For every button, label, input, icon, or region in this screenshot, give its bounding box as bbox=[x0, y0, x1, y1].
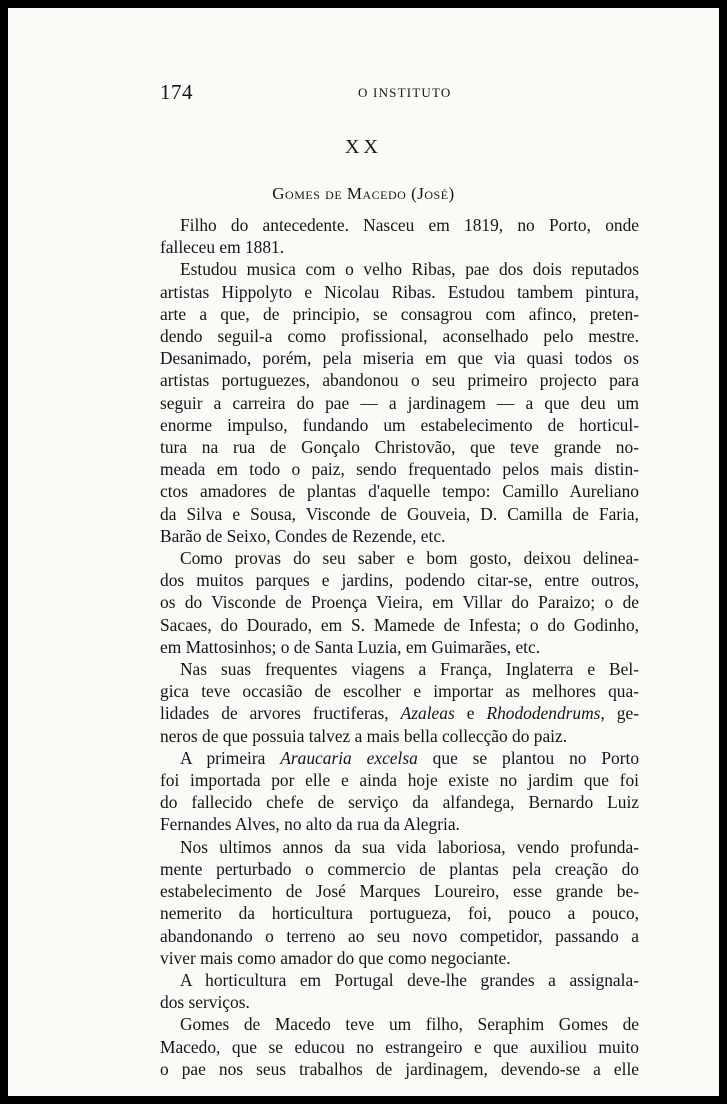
page-header bbox=[160, 80, 639, 110]
text-line: em Mattosinhos; o de Santa Luzia, em Guimarães, etc. bbox=[160, 636, 541, 657]
text-line: enorme impulso, fundando um estabelecimento de horticul- bbox=[160, 414, 639, 435]
text-line: artistas Hippolyto e Nicolau Ribas. Estudou tambem pintura, bbox=[160, 281, 639, 302]
text-line: arte a que, de principio, se consagrou com afinco, preten- bbox=[160, 303, 639, 324]
text-line: nemerito da horticultura portugueza, foi, pouco a pouco, bbox=[160, 903, 639, 924]
text-line: viver mais como amador do que como negociante. bbox=[160, 947, 511, 968]
text-line: mente perturbado o commercio de plantas pela creação do bbox=[160, 858, 639, 879]
text-line: dos muitos parques e jardins, podendo citar-se, entre outros, bbox=[160, 570, 639, 591]
text-line: Macedo, que se educou no estrangeiro e que auxiliou muito bbox=[160, 1036, 639, 1057]
text-line: gica teve occasião de escolher e importar as melhores qua- bbox=[160, 681, 639, 702]
text-line: Sacaes, do Dourado, em S. Mamede de Infesta; o do Godinho, bbox=[160, 614, 639, 635]
text-line: A horticultura em Portugal deve-lhe grandes a assignala- bbox=[180, 969, 639, 990]
text-line: Barão de Seixo, Condes de Rezende, etc. bbox=[160, 525, 446, 546]
text-line: Como provas do seu saber e bom gosto, deixou delinea- bbox=[180, 548, 639, 569]
text-line: falleceu em 1881. bbox=[160, 237, 285, 258]
text-line: neros de que possuia talvez a mais bella collecção do paiz. bbox=[160, 725, 568, 746]
italic-term: Araucaria excelsa bbox=[280, 747, 418, 768]
text-line: do fallecido chefe de serviço da alfandega, Bernardo Luiz bbox=[160, 792, 639, 813]
text-line: ctos amadores de plantas d'aquelle tempo: Camillo Aureliano bbox=[160, 481, 639, 502]
text-line: Nos ultimos annos da sua vida laboriosa, vendo profunda- bbox=[180, 836, 639, 857]
text-line: o pae nos seus trabalhos de jardinagem, devendo-se a elle bbox=[160, 1058, 639, 1079]
text-line: estabelecimento de José Marques Loureiro, esse grande be- bbox=[160, 881, 639, 902]
text-line: foi importada por elle e ainda hoje existe no jardim que foi bbox=[160, 770, 639, 791]
text-line: dendo seguil-a como profissional, aconselhado pelo mestre. bbox=[160, 326, 639, 347]
italic-term: Rhododendrums bbox=[486, 703, 601, 724]
running-head: O INSTITUTO bbox=[358, 85, 452, 100]
italic-term: Azaleas bbox=[400, 703, 455, 724]
text-line: Filho do antecedente. Nasceu em 1819, no Porto, onde bbox=[180, 215, 639, 235]
text-line: A primeira Araucaria excelsa que se plantou no Porto bbox=[180, 747, 639, 768]
text-line: meada em todo o paiz, sendo frequentado pelos mais distin- bbox=[160, 459, 639, 480]
text-line: os do Visconde de Proença Vieira, em Villar do Paraizo; o de bbox=[160, 592, 639, 613]
chapter-title: Gomes de Macedo (José) bbox=[272, 184, 455, 203]
text-line: Fernandes Alves, no alto da rua da Alegria. bbox=[160, 814, 460, 835]
page-number: 174 bbox=[160, 80, 193, 104]
text-line: tura na rua de Gonçalo Christovão, que teve grande no- bbox=[160, 437, 639, 458]
text-line: Desanimado, porém, pela miseria em que via quasi todos os bbox=[160, 348, 639, 369]
chapter-number: XX bbox=[345, 136, 382, 158]
text-line: dos serviços. bbox=[160, 992, 250, 1013]
text-line: abandonando o terreno ao seu novo competidor, passando a bbox=[160, 925, 639, 946]
text-line: Gomes de Macedo teve um filho, Seraphim Gomes de bbox=[180, 1014, 639, 1035]
text-line: seguir a carreira do pae — a jardinagem — a que deu um bbox=[160, 392, 639, 413]
text-line: da Silva e Sousa, Visconde de Gouveia, D. Camilla de Faria, bbox=[160, 503, 639, 524]
text-line: Estudou musica com o velho Ribas, pae dos dois reputados bbox=[180, 259, 639, 280]
text-line: Nas suas frequentes viagens a França, Inglaterra e Bel- bbox=[180, 659, 639, 680]
text-line: lidades de arvores fructiferas, Azaleas e Rhododendrums, ge- bbox=[160, 703, 639, 724]
body-text bbox=[160, 214, 639, 1080]
text-line: artistas portuguezes, abandonou o seu primeiro projecto para bbox=[160, 370, 639, 391]
book-page bbox=[8, 8, 719, 1096]
